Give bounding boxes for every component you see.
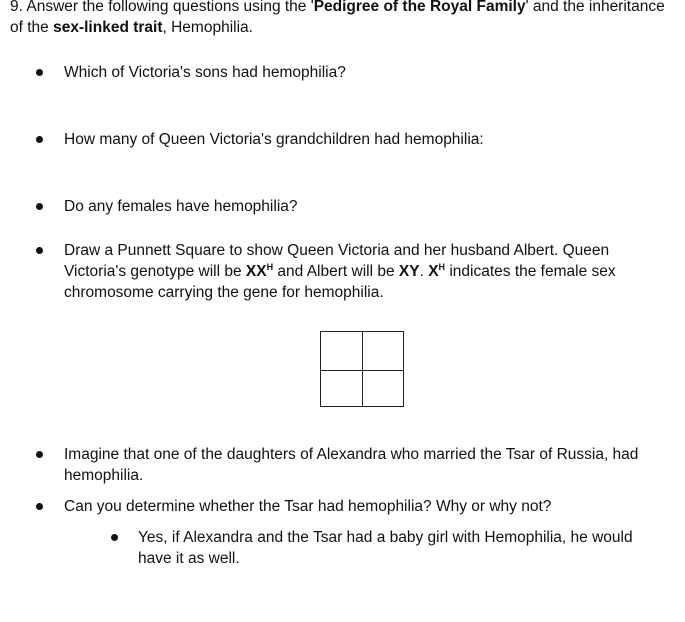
bullet-item-punnett xyxy=(64,240,639,303)
question-tsar: Can you determine whether the Tsar had hemophilia? Why or why not? xyxy=(64,498,552,515)
question-grandchildren: How many of Queen Victoria's grandchildren had hemophilia: xyxy=(64,131,484,148)
bullet-item-sons xyxy=(64,62,664,83)
bullet-icon xyxy=(36,451,43,458)
heading-bold-trait: sex-linked trait xyxy=(53,19,163,36)
genotype-victoria: $XX^H$ xyxy=(245,262,274,280)
punnett-horizontal-divider xyxy=(321,370,403,371)
question-number: 9. xyxy=(10,0,23,15)
heading-text-3: , Hemophilia. xyxy=(162,19,253,36)
punnett-text-4: indicates the female sex chromosome carrying the gene for hemophilia. xyxy=(64,263,616,301)
sub-bullet-answer xyxy=(138,527,668,569)
bullet-icon xyxy=(36,69,43,76)
answer-text: Yes, if Alexandra and the Tsar had a baby girl with Hemophilia, he would have it as well. xyxy=(138,529,633,567)
bullet-item-tsar xyxy=(64,496,664,517)
question-heading xyxy=(10,0,675,38)
question-alexandra: Imagine that one of the daughters of Alexandra who married the Tsar of Russia, had hemophilia. xyxy=(64,446,639,484)
punnett-text-2: and Albert will be xyxy=(273,263,399,280)
punnett-vertical-divider xyxy=(362,332,363,406)
heading-text-2: ' and the inheritance of the xyxy=(10,0,665,36)
bullet-icon xyxy=(36,203,43,210)
question-females: Do any females have hemophilia? xyxy=(64,198,298,215)
heading-bold-pedigree: Pedigree of the Royal Family xyxy=(313,0,526,15)
punnett-square xyxy=(320,331,404,407)
bullet-item-alexandra xyxy=(64,444,654,486)
punnett-text-3: . xyxy=(419,263,429,280)
x-h-symbol: $X^H$ xyxy=(428,262,446,280)
punnett-text-1: Draw a Punnett Square to show Queen Victoria and her husband Albert. Queen Victoria's genotype will be xyxy=(64,242,610,280)
heading-text-1: Answer the following questions using the ' xyxy=(22,0,314,15)
bullet-icon xyxy=(111,534,118,541)
bullet-icon xyxy=(36,247,43,254)
bullet-item-grandchildren xyxy=(64,129,664,150)
bullet-icon xyxy=(36,503,43,510)
bullet-item-females xyxy=(64,196,664,217)
bullet-icon xyxy=(36,136,43,143)
genotype-albert: XY xyxy=(398,263,420,280)
question-sons: Which of Victoria's sons had hemophilia? xyxy=(64,64,346,81)
